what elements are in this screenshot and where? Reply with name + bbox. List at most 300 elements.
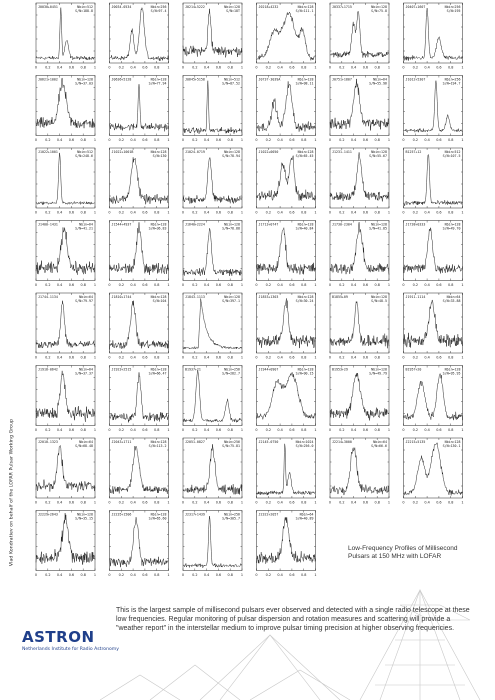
panel-meta: S/N=194.7 [442,81,461,86]
x-tick-label: 0.4 [350,138,357,142]
x-tick-label: 0.6 [142,500,148,505]
panel-meta: Nbin=256 [444,5,461,9]
profile-panel [402,221,463,288]
pulsar-name: J2214+3000 [332,440,352,444]
x-tick-label: 1 [167,283,170,287]
pulsar-name: J0337+1715 [332,5,352,9]
panel-meta: Nbin=256 [224,512,240,517]
x-tick-label: 1 [240,355,244,360]
x-tick-label: 0.8 [374,65,380,70]
profile-panel [402,366,463,433]
x-tick-label: 1 [167,65,170,70]
x-tick-label: 0.8 [153,65,160,70]
x-tick-label: 0 [108,283,111,287]
x-tick-label: 1 [93,573,97,577]
x-tick-label: 0.8 [227,283,233,287]
x-tick-label: 0.8 [227,210,233,215]
x-tick-label: 0.2 [192,65,198,70]
x-tick-label: 0 [181,65,185,70]
x-tick-label: 1 [240,210,244,215]
panel-meta: Nbin=128 [371,367,387,372]
panel-meta: S/N=77.94 [148,81,167,86]
x-tick-label: 0 [255,500,258,505]
x-tick-label: 0.2 [339,138,345,142]
x-tick-label: 0.8 [447,138,454,142]
x-tick-label: 1 [240,138,244,142]
x-tick-label: 0.4 [424,65,430,70]
x-tick-label: 0 [328,65,332,70]
panel-meta: S/N=248.6 [75,154,93,158]
x-tick-label: 0.8 [300,65,307,70]
panel-meta: S/N=75.8 [371,9,387,13]
x-tick-label: 0.2 [192,355,198,360]
panel-meta: Nbin=512 [444,150,461,154]
x-tick-label: 0.2 [192,428,198,432]
x-tick-label: 1 [93,500,97,505]
x-tick-label: 0.4 [350,210,357,215]
panel-meta: Nbin=1024 [295,440,314,444]
panel-meta: S/N=130 [152,154,167,158]
profile-panel [182,366,243,433]
x-tick-label: 0.8 [374,500,380,505]
panel-meta: Nbin=256 [150,5,167,9]
profile-line [183,81,242,134]
x-tick-label: 0 [34,573,38,577]
pulsar-name: J0034-0534 [111,5,132,9]
profile-panel [108,3,169,70]
x-tick-label: 0.2 [412,138,419,142]
x-tick-label: 0.4 [56,428,63,432]
pulsar-name: J0636+5128 [111,77,132,82]
x-tick-label: 0.2 [265,138,272,142]
panel-meta: S/N=68.48 [75,444,93,448]
profile-line [330,448,389,495]
panel-meta: S/N=188.8 [75,9,93,13]
x-tick-label: 1 [167,573,170,577]
x-tick-label: 0 [255,210,258,215]
profile-panel [329,148,390,215]
panel-meta: Nbin=64 [79,440,93,444]
panel-meta: Nbin=128 [444,440,461,444]
x-tick-label: 1 [461,138,464,142]
x-tick-label: 0.8 [80,500,86,505]
x-tick-label: 0.2 [412,283,419,287]
pulsar-name: J1744-1134 [38,295,58,299]
profile-panel [182,3,243,70]
x-tick-label: 0.8 [80,210,86,215]
x-tick-label: 1 [461,65,464,70]
x-tick-label: 0.2 [339,355,345,360]
x-tick-label: 1 [167,210,170,215]
x-tick-label: 1 [314,355,317,360]
profile-panel [182,511,243,578]
profile-line [183,9,242,58]
x-tick-label: 1 [314,210,317,215]
x-tick-label: 1 [93,65,97,70]
x-tick-label: 0.4 [424,355,430,360]
panel-meta: Nbin=128 [371,5,387,9]
x-tick-label: 0.2 [265,500,272,505]
x-tick-label: 0.8 [153,428,160,432]
panel-meta: S/N=107.5 [442,154,461,158]
x-tick-label: 0.4 [203,210,210,215]
panel-meta: Nbin=128 [297,367,314,372]
profile-panel [35,511,96,578]
x-tick-label: 0.6 [436,138,442,142]
profile-line [36,8,95,60]
panel-meta: S/N=78.88 [222,226,240,231]
panel-meta: S/N=397.1 [222,299,240,303]
x-tick-label: 0 [255,138,258,142]
profile-panel [108,438,169,505]
x-tick-label: 0.6 [436,210,442,215]
x-tick-label: 0.4 [277,138,283,142]
panel-meta: S/N=305.7 [222,516,240,521]
profile-line [36,78,95,128]
profile-panel [108,76,169,143]
panel-meta: S/N=111.1 [295,9,314,13]
x-tick-label: 0 [255,355,258,360]
x-tick-label: 1 [387,500,391,505]
x-tick-label: 0.4 [130,65,136,70]
x-tick-label: 0.2 [45,355,51,360]
x-tick-label: 0.6 [289,210,295,215]
x-tick-label: 1 [240,65,244,70]
x-tick-label: 0.4 [203,65,210,70]
x-tick-label: 0.8 [80,355,86,360]
profile-line [257,81,316,131]
panel-meta: S/N=78.94 [222,154,240,158]
panel-meta: S/N=48.5 [371,299,387,303]
pulsar-name: J1012+5307 [405,77,426,82]
panel-meta: S/N=256.0 [295,444,314,448]
pulsar-name: J1923+2515 [111,367,132,372]
x-tick-label: 0 [181,428,185,432]
panel-meta: Nbin=128 [297,5,314,9]
panel-meta: S/N=40.89 [295,516,314,521]
x-tick-label: 0.6 [215,355,222,360]
x-tick-label: 0.2 [412,210,419,215]
pulsar-name: B1937+21 [185,367,201,372]
x-tick-label: 0.2 [118,283,125,287]
x-tick-label: 0.8 [153,500,160,505]
pulsar-name: J1810+1744 [111,295,132,299]
profile-line [257,298,316,348]
x-tick-label: 0.4 [277,573,283,577]
profile-line [110,8,169,61]
x-tick-label: 0.8 [300,210,307,215]
profile-panel [35,76,96,143]
panel-meta: Nbin=64 [373,440,387,444]
x-tick-label: 0.6 [68,65,75,70]
x-tick-label: 0.8 [227,500,233,505]
x-tick-label: 0 [108,573,111,577]
profile-line [330,302,389,349]
x-tick-label: 0.6 [142,138,148,142]
x-tick-label: 0.6 [68,210,75,215]
x-tick-label: 0 [34,500,38,505]
x-tick-label: 0 [181,355,185,360]
panel-meta: Nbin=512 [77,150,93,154]
x-tick-label: 0.2 [412,428,419,432]
x-tick-label: 0.8 [227,573,233,577]
panel-meta: Nbin=128 [150,295,167,299]
profile-panel [108,293,169,360]
x-tick-label: 1 [461,500,464,505]
panel-meta: Nbin=128 [150,150,167,154]
pulsar-name: J2043+1711 [111,440,132,444]
pulsar-name: J1400-1431 [38,222,58,227]
panel-meta: S/N=49.70 [442,226,461,231]
x-tick-label: 0 [34,210,38,215]
x-tick-label: 0.6 [362,428,369,432]
x-tick-label: 1 [167,138,170,142]
x-tick-label: 0 [402,428,405,432]
pulsar-name: J1022+1001B [111,150,134,154]
x-tick-label: 0.6 [362,355,369,360]
x-tick-label: 0.6 [289,65,295,70]
x-tick-label: 0.4 [424,210,430,215]
panel-meta: S/N=97.4 [150,9,167,13]
panel-meta: S/N=66.6 [371,444,387,448]
x-tick-label: 0.6 [68,500,75,505]
x-tick-label: 0.4 [203,283,210,287]
x-tick-label: 0.8 [153,210,160,215]
x-tick-label: 0.2 [265,355,272,360]
profile-panel [255,148,316,215]
x-tick-label: 0 [328,210,332,215]
x-tick-label: 0.4 [424,283,430,287]
pulsar-name: J1918-0642 [38,367,58,372]
pulsar-name: J2235+1506 [111,512,132,517]
x-tick-label: 0.2 [192,500,198,505]
panel-meta: S/N=130.1 [442,444,461,448]
x-tick-label: 0.4 [203,138,210,142]
x-tick-label: 0.2 [118,210,125,215]
panel-meta: Nbin=256 [224,367,240,372]
profile-line [183,444,242,494]
x-tick-label: 0.8 [227,138,233,142]
profile-panel [182,76,243,143]
panel-meta: Nbin=128 [150,77,167,82]
panel-meta: Nbin=128 [150,440,167,444]
x-tick-label: 0.2 [45,573,51,577]
panel-meta: S/N=37.03 [75,81,93,86]
panel-meta: Nbin=512 [224,77,240,82]
x-tick-label: 1 [167,355,170,360]
panel-meta: S/N=79.97 [75,299,93,303]
x-tick-label: 0 [108,138,111,142]
profile-panel [182,293,243,360]
x-tick-label: 0.8 [374,138,380,142]
x-tick-label: 0.4 [56,573,63,577]
x-tick-label: 0.2 [265,283,272,287]
pulsar-name: J0621+1002 [38,77,58,82]
x-tick-label: 1 [387,355,391,360]
x-tick-label: 0.6 [142,65,148,70]
pulsar-name: B1257+12 [405,150,422,154]
x-tick-label: 0.6 [215,573,222,577]
x-tick-label: 0.8 [374,428,380,432]
x-tick-label: 1 [93,138,97,142]
panel-meta: S/N=87.52 [222,81,240,86]
x-tick-label: 0.4 [130,355,136,360]
panel-meta: Nbin=128 [444,367,461,372]
poster-description: This is the largest sample of millisecond pulsars ever observed and detected with a single radio telescope at these low frequencies. Regular monitoring of pulsar dispersion and rotation measures and scattering will provide a "weather report" in the interstellar medium to improve pulsar timing precision at higher observing frequencies. [116,607,470,633]
profile-line [404,228,463,274]
x-tick-label: 0.2 [412,65,419,70]
panel-meta: Nbin=128 [297,150,314,154]
profile-line [36,301,95,348]
x-tick-label: 0 [402,500,405,505]
profile-panel [182,438,243,505]
panel-meta: Nbin=128 [150,222,167,227]
x-tick-label: 0.2 [265,428,272,432]
pulsar-name: J2322+2057 [258,512,279,517]
profile-panel [35,366,96,433]
profile-panel [108,366,169,433]
x-tick-label: 0.2 [192,283,198,287]
profile-panel [182,221,243,288]
pulsar-name: J0407+1607 [405,5,426,9]
profile-line [110,517,169,567]
profile-panel [329,76,390,143]
x-tick-label: 0.2 [118,138,125,142]
pulsar-name: B1957+20 [405,367,422,372]
x-tick-label: 0 [108,210,111,215]
profile-line [183,299,242,349]
profile-line [36,371,95,422]
x-tick-label: 0.4 [277,283,283,287]
x-tick-label: 0.6 [215,210,222,215]
x-tick-label: 0.2 [265,210,272,215]
profile-line [257,156,316,201]
pulsar-name: J1022+1001 [38,150,58,154]
x-tick-label: 0 [328,355,332,360]
x-tick-label: 0.6 [289,138,295,142]
x-tick-label: 0.4 [56,65,63,70]
profile-line [110,372,169,422]
x-tick-label: 0.2 [45,428,51,432]
x-tick-label: 0.4 [350,428,357,432]
x-tick-label: 0.8 [153,283,160,287]
panel-meta: Nbin=256 [444,77,461,82]
x-tick-label: 0.2 [45,500,51,505]
panel-meta: Nbin=128 [77,77,93,82]
profile-line [257,444,316,495]
x-tick-label: 0.4 [350,283,357,287]
panel-meta: Nbin=64 [79,367,93,372]
profile-line [110,157,169,204]
x-tick-label: 0.8 [227,355,233,360]
panel-meta: S/N=41.85 [369,226,387,231]
panel-meta: S/N=33.88 [442,299,461,303]
pulsar-name: J1853+1303 [258,295,279,299]
x-tick-label: 0.8 [300,138,307,142]
x-tick-label: 0.2 [192,210,198,215]
x-tick-label: 0 [181,210,185,215]
panel-meta: Nbin=64 [446,295,461,299]
x-tick-label: 0.8 [374,355,380,360]
x-tick-label: 0.6 [436,500,442,505]
profile-line [257,12,316,60]
x-tick-label: 1 [93,428,97,432]
x-tick-label: 0.2 [339,500,345,505]
x-tick-label: 0.6 [215,138,222,142]
panel-meta: S/N=65.45 [295,154,314,158]
x-tick-label: 0.4 [130,573,136,577]
x-tick-label: 0.8 [300,500,307,505]
profile-panel [182,148,243,215]
panel-meta: Nbin=128 [224,150,240,154]
x-tick-label: 0.8 [153,355,160,360]
x-tick-label: 0.4 [350,65,357,70]
x-tick-label: 0.4 [277,355,283,360]
profile-panel [402,438,463,505]
panel-meta: S/N=30.24 [295,299,314,303]
x-tick-label: 0.6 [142,428,148,432]
x-tick-label: 0.8 [300,283,307,287]
x-tick-label: 0.2 [45,283,51,287]
x-tick-label: 0.6 [362,65,369,70]
panel-meta: Nbin=128 [297,77,314,82]
profile-panel [402,148,463,215]
profile-line [36,227,95,274]
x-tick-label: 0 [181,573,185,577]
pulsar-name: B1855+09 [332,295,348,299]
profile-line [36,513,95,565]
pulsar-name: J2145-0750 [258,440,279,444]
x-tick-label: 0.8 [300,428,307,432]
x-tick-label: 1 [240,573,244,577]
profile-panel [35,3,96,70]
profile-line [257,517,316,564]
pulsar-name: J1231-1411 [332,150,352,154]
x-tick-label: 1 [387,283,391,287]
x-tick-label: 0 [328,428,332,432]
x-tick-label: 0 [181,500,185,505]
pulsar-name: J0645+5158 [185,77,205,82]
profile-line [257,228,316,275]
panel-meta: Nbin=128 [297,295,314,299]
profile-panel [329,366,390,433]
panel-meta: S/N=75.81 [222,444,240,448]
x-tick-label: 0.4 [130,283,136,287]
profile-line [36,153,95,205]
x-tick-label: 1 [314,500,317,505]
x-tick-label: 0.6 [289,428,295,432]
x-tick-label: 0.4 [56,138,63,142]
profile-panel [255,221,316,288]
profile-line [404,300,463,348]
profile-panel [255,3,316,70]
panel-meta: S/N=104 [152,299,167,303]
poster-caption: Low-Frequency Profiles of Millisecond Pulsars at 150 MHz with LOFAR [348,545,458,560]
x-tick-label: 0.6 [436,65,442,70]
x-tick-label: 0.4 [203,355,210,360]
profile-line [404,8,463,61]
x-tick-label: 0.4 [130,500,136,505]
x-tick-label: 0.4 [203,573,210,577]
panel-meta: S/N=41.21 [75,226,93,231]
pulsar-name: J2051-0827 [185,440,205,444]
profile-panel [35,438,96,505]
profile-panel [329,438,390,505]
x-tick-label: 0.6 [362,500,369,505]
x-tick-label: 0.2 [45,65,51,70]
x-tick-label: 0.2 [339,210,345,215]
panel-meta: Nbin=256 [224,440,240,444]
